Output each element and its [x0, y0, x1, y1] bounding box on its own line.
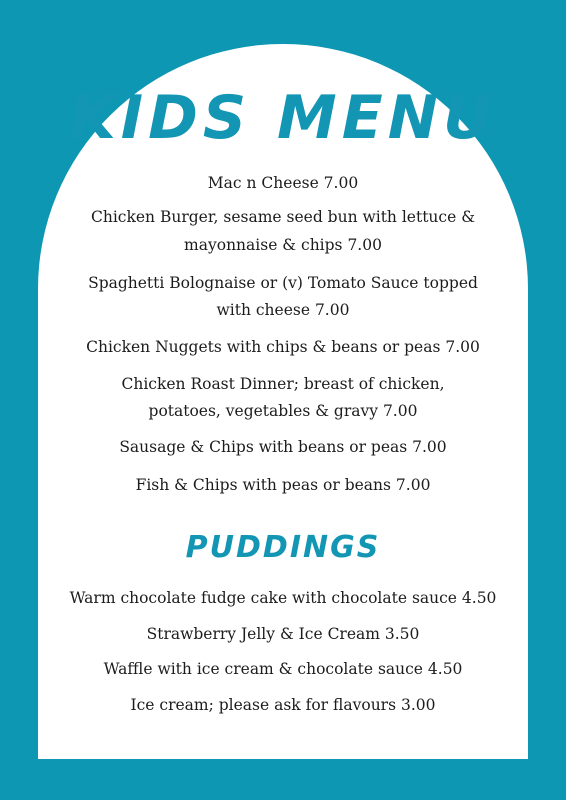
menu-title: KIDS MENU [69, 83, 497, 153]
menu-item-spaghetti-line2: with cheese 7.00 [216, 301, 350, 319]
menu-item-sausage-chips: Sausage & Chips with beans or peas 7.00 [119, 438, 447, 456]
menu-item-roast-dinner-line1: Chicken Roast Dinner; breast of chicken, [121, 375, 445, 393]
menu-item-chicken-nuggets: Chicken Nuggets with chips & beans or peas 7.00 [86, 338, 480, 356]
pudding-item-ice-cream: Ice cream; please ask for flavours 3.00 [130, 696, 436, 714]
pudding-item-jelly-ice-cream: Strawberry Jelly & Ice Cream 3.50 [146, 625, 420, 643]
menu-item-chicken-burger-line1: Chicken Burger, sesame seed bun with lettuce & [91, 208, 475, 226]
pudding-item-waffle: Waffle with ice cream & chocolate sauce 4.50 [103, 660, 463, 678]
menu-item-mac-n-cheese: Mac n Cheese 7.00 [207, 174, 359, 192]
menu-item-fish-chips: Fish & Chips with peas or beans 7.00 [135, 476, 431, 494]
puddings-title: PUDDINGS [185, 530, 381, 565]
menu-item-roast-dinner-line2: potatoes, vegetables & gravy 7.00 [148, 402, 418, 420]
menu-item-chicken-burger-line2: mayonnaise & chips 7.00 [184, 236, 382, 254]
menu-item-spaghetti-line1: Spaghetti Bolognaise or (v) Tomato Sauce topped [88, 274, 478, 292]
pudding-item-fudge-cake: Warm chocolate fudge cake with chocolate sauce 4.50 [69, 589, 497, 607]
